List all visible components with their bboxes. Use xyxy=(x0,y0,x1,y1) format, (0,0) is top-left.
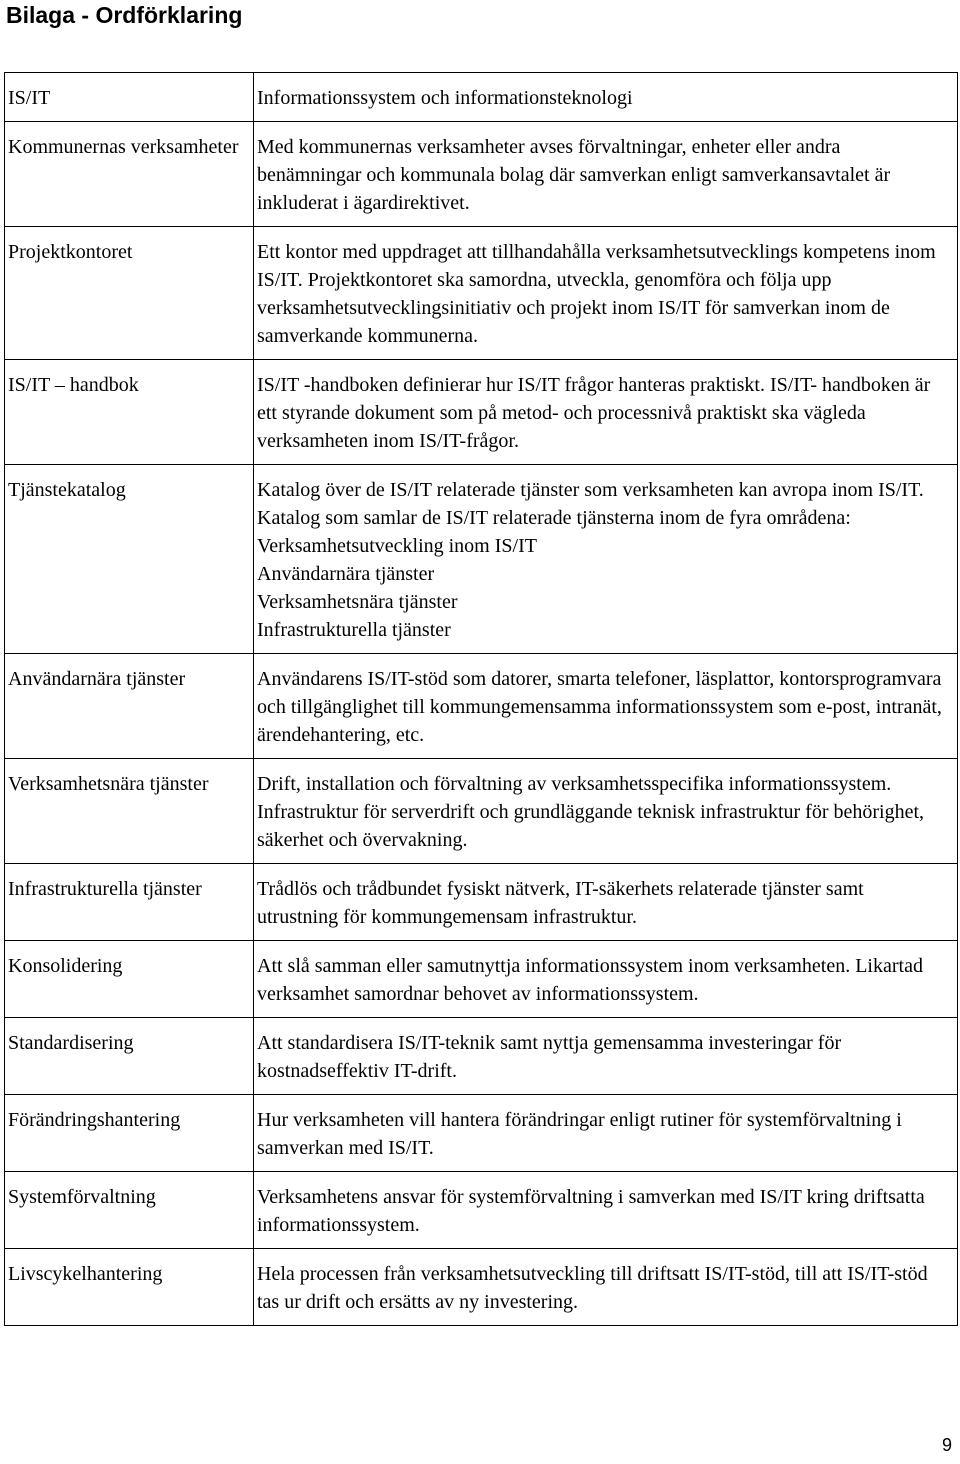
glossary-row xyxy=(5,122,958,227)
definition-line: Användarens IS/IT-stöd som datorer, smarta telefoner, läsplattor, kontorsprogramvara och tillgänglighet till kommungemensamma informationssystem som e-post, intranät, ärendehantering, etc. xyxy=(257,668,942,746)
glossary-definition xyxy=(254,73,958,122)
glossary-definition xyxy=(254,1172,958,1249)
glossary-definition xyxy=(254,122,958,227)
glossary-definition xyxy=(254,759,958,864)
glossary-row xyxy=(5,864,958,941)
glossary-term: Användarnära tjänster xyxy=(5,654,254,759)
definition-line: Användarnära tjänster xyxy=(257,563,435,585)
glossary-definition xyxy=(254,1095,958,1172)
definition-line: Med kommunernas verksamheter avses förvaltningar, enheter eller andra benämningar och kommunala bolag där samverkan enligt samverkansavtalet är inkluderat i ägardirektivet. xyxy=(257,136,891,214)
glossary-term: Systemförvaltning xyxy=(5,1172,254,1249)
glossary-row xyxy=(5,654,958,759)
definition-line: Verksamhetsutveckling inom IS/IT xyxy=(257,535,537,557)
glossary-term: Infrastrukturella tjänster xyxy=(5,864,254,941)
definition-line: Trådlös och trådbundet fysiskt nätverk, IT-säkerhets relaterade tjänster samt utrustning för kommungemensam infrastruktur. xyxy=(257,878,864,928)
glossary-term: IS/IT xyxy=(5,73,254,122)
glossary-row xyxy=(5,1249,958,1326)
glossary-term: Projektkontoret xyxy=(5,227,254,360)
glossary-row xyxy=(5,73,958,122)
definition-line: Infrastrukturella tjänster xyxy=(257,619,451,641)
glossary-term: Verksamhetsnära tjänster xyxy=(5,759,254,864)
definition-line: Hur verksamheten vill hantera förändringar enligt rutiner för systemförvaltning i samverkan med IS/IT. xyxy=(257,1109,902,1159)
page-number: 9 xyxy=(941,1435,952,1455)
page-heading: Bilaga - Ordförklaring xyxy=(6,2,243,28)
glossary-row xyxy=(5,465,958,654)
glossary-row xyxy=(5,360,958,465)
glossary-table xyxy=(4,72,958,1326)
definition-line: Att slå samman eller samutnyttja informationssystem inom verksamheten. Likartad verksamhet samordnar behovet av informationssystem. xyxy=(257,955,923,1005)
definition-line: Drift, installation och förvaltning av verksamhetsspecifika informationssystem. Infrastruktur för serverdrift och grundläggande teknisk infrastruktur för behörighet, säkerhet och övervakning. xyxy=(257,773,925,851)
glossary-definition xyxy=(254,941,958,1018)
glossary-definition xyxy=(254,465,958,654)
glossary-definition xyxy=(254,1018,958,1095)
definition-line: IS/IT -handboken definierar hur IS/IT frågor hanteras praktiskt. IS/IT- handboken är ett styrande dokument som på metod- och processnivå praktiskt ska vägleda verksamheten inom IS/IT-frågor. xyxy=(257,374,931,452)
definition-line: Informationssystem och informationsteknologi xyxy=(257,87,633,109)
glossary-definition xyxy=(254,864,958,941)
glossary-definition xyxy=(254,227,958,360)
definition-line: Ett kontor med uppdraget att tillhandahålla verksamhetsutvecklings kompetens inom IS/IT. Projektkontoret ska samordna, utveckla, genomföra och följa upp verksamhetsutvecklingsinitiativ och projekt inom IS/IT för samverkan inom de samverkande kommunerna. xyxy=(257,241,936,347)
glossary-term: Kommunernas verksamheter xyxy=(5,122,254,227)
glossary-term: Konsolidering xyxy=(5,941,254,1018)
glossary-row xyxy=(5,1172,958,1249)
glossary-row xyxy=(5,941,958,1018)
glossary-term: Standardisering xyxy=(5,1018,254,1095)
glossary-definition xyxy=(254,1249,958,1326)
definition-line: Verksamhetens ansvar för systemförvaltning i samverkan med IS/IT kring driftsatta informationssystem. xyxy=(257,1186,925,1236)
glossary-term: Förändringshantering xyxy=(5,1095,254,1172)
glossary-term: Livscykelhantering xyxy=(5,1249,254,1326)
glossary-term: IS/IT – handbok xyxy=(5,360,254,465)
glossary-definition xyxy=(254,654,958,759)
definition-line: Katalog över de IS/IT relaterade tjänster som verksamheten kan avropa inom IS/IT. Katalog som samlar de IS/IT relaterade tjänsterna inom de fyra områdena: xyxy=(257,479,924,529)
glossary-definition xyxy=(254,360,958,465)
glossary-row xyxy=(5,1018,958,1095)
glossary-row xyxy=(5,1095,958,1172)
definition-line: Verksamhetsnära tjänster xyxy=(257,591,458,613)
glossary-term: Tjänstekatalog xyxy=(5,465,254,654)
definition-line: Att standardisera IS/IT-teknik samt nyttja gemensamma investeringar för kostnadseffektiv IT-drift. xyxy=(257,1032,842,1082)
definition-line: Hela processen från verksamhetsutveckling till driftsatt IS/IT-stöd, till att IS/IT-stöd tas ur drift och ersätts av ny investering. xyxy=(257,1263,928,1313)
glossary-body xyxy=(5,73,958,1326)
glossary-row xyxy=(5,227,958,360)
glossary-row xyxy=(5,759,958,864)
